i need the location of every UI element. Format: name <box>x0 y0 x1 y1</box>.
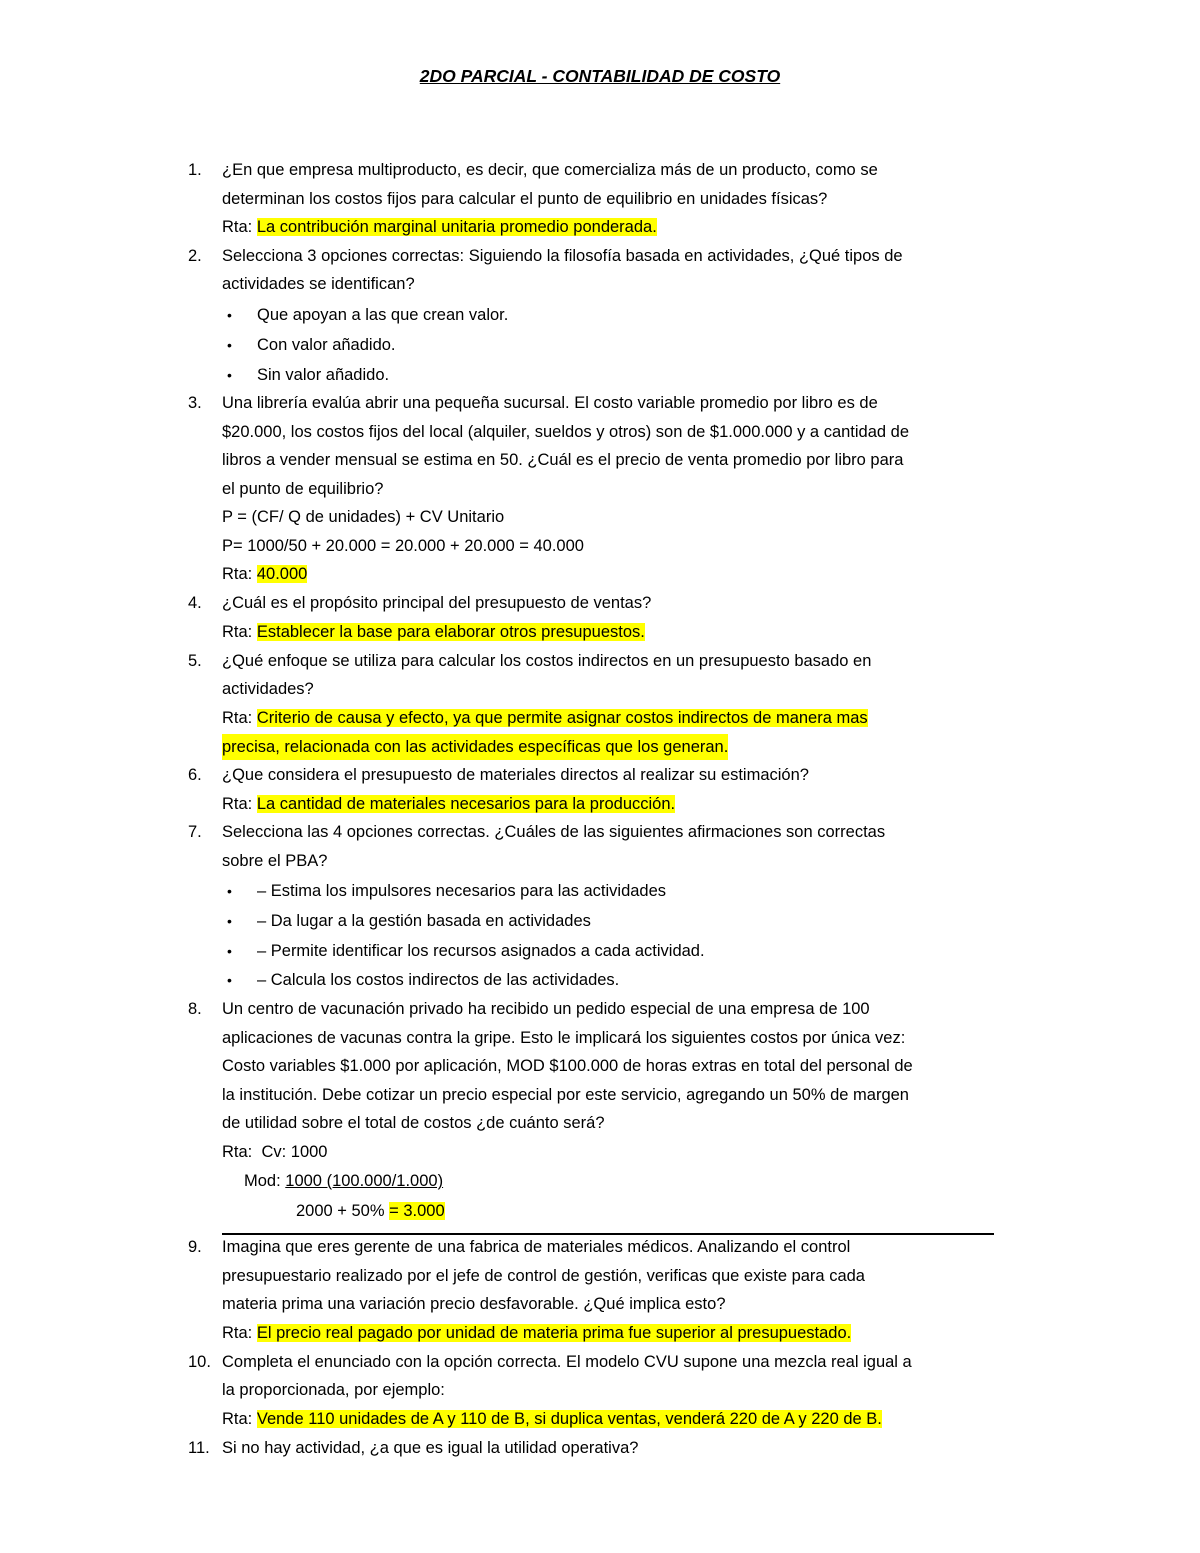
question-text: $20.000, los costos fijos del local (alquiler, sueldos y otros) son de $1.000.000 y a cantidad de <box>222 423 910 441</box>
option-text: Con valor añadido. <box>257 336 396 354</box>
question-text: materia prima una variación precio desfavorable. ¿Qué implica esto? <box>222 1295 726 1313</box>
option-text: – Estima los impulsores necesarios para las actividades <box>257 882 667 900</box>
rta-label: Rta: <box>222 1410 253 1428</box>
answer <box>222 791 675 817</box>
option-text: – Da lugar a la gestión basada en actividades <box>257 912 591 930</box>
question-text: Selecciona las 4 opciones correctas. ¿Cuáles de las siguientes afirmaciones son correctas <box>222 823 886 841</box>
answer <box>222 705 868 731</box>
rta-label: Rta: <box>222 709 253 727</box>
question-text: ¿Cuál es el propósito principal del presupuesto de ventas? <box>222 594 652 612</box>
question-text: Selecciona 3 opciones correctas: Siguiendo la filosofía basada en actividades, ¿Qué tipos de <box>222 247 903 265</box>
rta-label: Rta: <box>222 218 253 236</box>
answer <box>222 1406 882 1432</box>
question-text: actividades se identifican? <box>222 275 415 293</box>
bullet-icon: • <box>227 307 232 323</box>
question-number: 5. <box>188 652 202 670</box>
answer-highlight: = 3.000 <box>389 1202 445 1220</box>
answer-highlight: La cantidad de materiales necesarios para la producción. <box>256 795 676 813</box>
bullet-icon: • <box>227 883 232 899</box>
question-text: ¿Que considera el presupuesto de materiales directos al realizar su estimación? <box>222 766 809 784</box>
answer-highlight: precisa, relacionada con las actividades específicas que los generan. <box>222 734 728 760</box>
total-left: 2000 + 50% <box>296 1202 385 1220</box>
bullet-icon: • <box>227 913 232 929</box>
bullet-icon: • <box>227 943 232 959</box>
answer <box>222 1320 851 1346</box>
option-text: Que apoyan a las que crean valor. <box>257 306 509 324</box>
question-text: Una librería evalúa abrir una pequeña sucursal. El costo variable promedio por libro es de <box>222 394 878 412</box>
question-text: Completa el enunciado con la opción correcta. El modelo CVU supone una mezcla real igual a <box>222 1353 912 1371</box>
question-number: 7. <box>188 823 202 841</box>
question-text: ¿Qué enfoque se utiliza para calcular los costos indirectos en un presupuesto basado en <box>222 652 872 670</box>
rta-label: Rta: <box>222 565 253 583</box>
question-number: 2. <box>188 247 202 265</box>
question-text: sobre el PBA? <box>222 852 328 870</box>
question-text: el punto de equilibrio? <box>222 480 384 498</box>
formula-text: P = (CF/ Q de unidades) + CV Unitario <box>222 508 505 526</box>
bullet-icon: • <box>227 337 232 353</box>
question-text: la proporcionada, por ejemplo: <box>222 1381 445 1399</box>
question-number: 3. <box>188 394 202 412</box>
question-text: Costo variables $1.000 por aplicación, MOD $100.000 de horas extras en total del personal de <box>222 1057 913 1075</box>
question-text: Si no hay actividad, ¿a que es igual la utilidad operativa? <box>222 1439 639 1457</box>
question-text: Imagina que eres gerente de una fabrica de materiales médicos. Analizando el control <box>222 1238 851 1256</box>
answer <box>222 561 307 587</box>
option-text: Sin valor añadido. <box>257 366 390 384</box>
answer <box>222 1139 327 1165</box>
rta-label: Rta: <box>222 1143 253 1161</box>
question-number: 8. <box>188 1000 202 1018</box>
answer-highlight: 40.000 <box>256 565 308 583</box>
answer <box>222 619 645 645</box>
question-text: actividades? <box>222 680 314 698</box>
question-text: libros a vender mensual se estima en 50. ¿Cuál es el precio de venta promedio por libro para <box>222 451 904 469</box>
rta-label: Rta: <box>222 795 253 813</box>
question-text: aplicaciones de vacunas contra la gripe. Esto le implicará los siguientes costos por única vez: <box>222 1029 906 1047</box>
question-number: 10. <box>188 1353 211 1371</box>
question-number: 6. <box>188 766 202 784</box>
question-number: 4. <box>188 594 202 612</box>
question-number: 9. <box>188 1238 202 1256</box>
question-text: ¿En que empresa multiproducto, es decir, que comercializa más de un producto, como se <box>222 161 878 179</box>
question-text: la institución. Debe cotizar un precio especial por este servicio, agregando un 50% de margen <box>222 1086 909 1104</box>
option-text: – Permite identificar los recursos asignados a cada actividad. <box>257 942 705 960</box>
rta-label: Rta: <box>222 1324 253 1342</box>
question-text: determinan los costos fijos para calcular el punto de equilibrio en unidades físicas? <box>222 190 828 208</box>
mod-label: Mod: <box>244 1172 281 1190</box>
answer-highlight: El precio real pagado por unidad de materia prima fue superior al presupuestado. <box>256 1324 852 1342</box>
bullet-icon: • <box>227 972 232 988</box>
page-title: 2DO PARCIAL - CONTABILIDAD DE COSTO <box>419 66 781 86</box>
question-text: Un centro de vacunación privado ha recibido un pedido especial de una empresa de 100 <box>222 1000 870 1018</box>
total-line <box>296 1198 445 1224</box>
mod-line <box>244 1168 443 1194</box>
option-text: – Calcula los costos indirectos de las actividades. <box>257 971 620 989</box>
answer-highlight: La contribución marginal unitaria promedio ponderada. <box>256 218 657 236</box>
question-number: 11. <box>188 1439 210 1457</box>
cv-value: Cv: 1000 <box>261 1143 328 1161</box>
mod-value: 1000 (100.000/1.000) <box>285 1172 444 1190</box>
answer-highlight: Establecer la base para elaborar otros presupuestos. <box>256 623 645 641</box>
question-number: 1. <box>188 161 202 179</box>
question-text: de utilidad sobre el total de costos ¿de cuánto será? <box>222 1114 605 1132</box>
answer-highlight: Criterio de causa y efecto, ya que permite asignar costos indirectos de manera mas <box>256 709 868 727</box>
formula-text: P= 1000/50 + 20.000 = 20.000 + 20.000 = 40.000 <box>222 537 584 555</box>
bullet-icon: • <box>227 367 232 383</box>
question-text: presupuestario realizado por el jefe de control de gestión, verificas que existe para cada <box>222 1267 865 1285</box>
answer <box>222 214 657 240</box>
rta-label: Rta: <box>222 623 253 641</box>
answer-highlight: Vende 110 unidades de A y 110 de B, si duplica ventas, venderá 220 de A y 220 de B. <box>256 1410 882 1428</box>
